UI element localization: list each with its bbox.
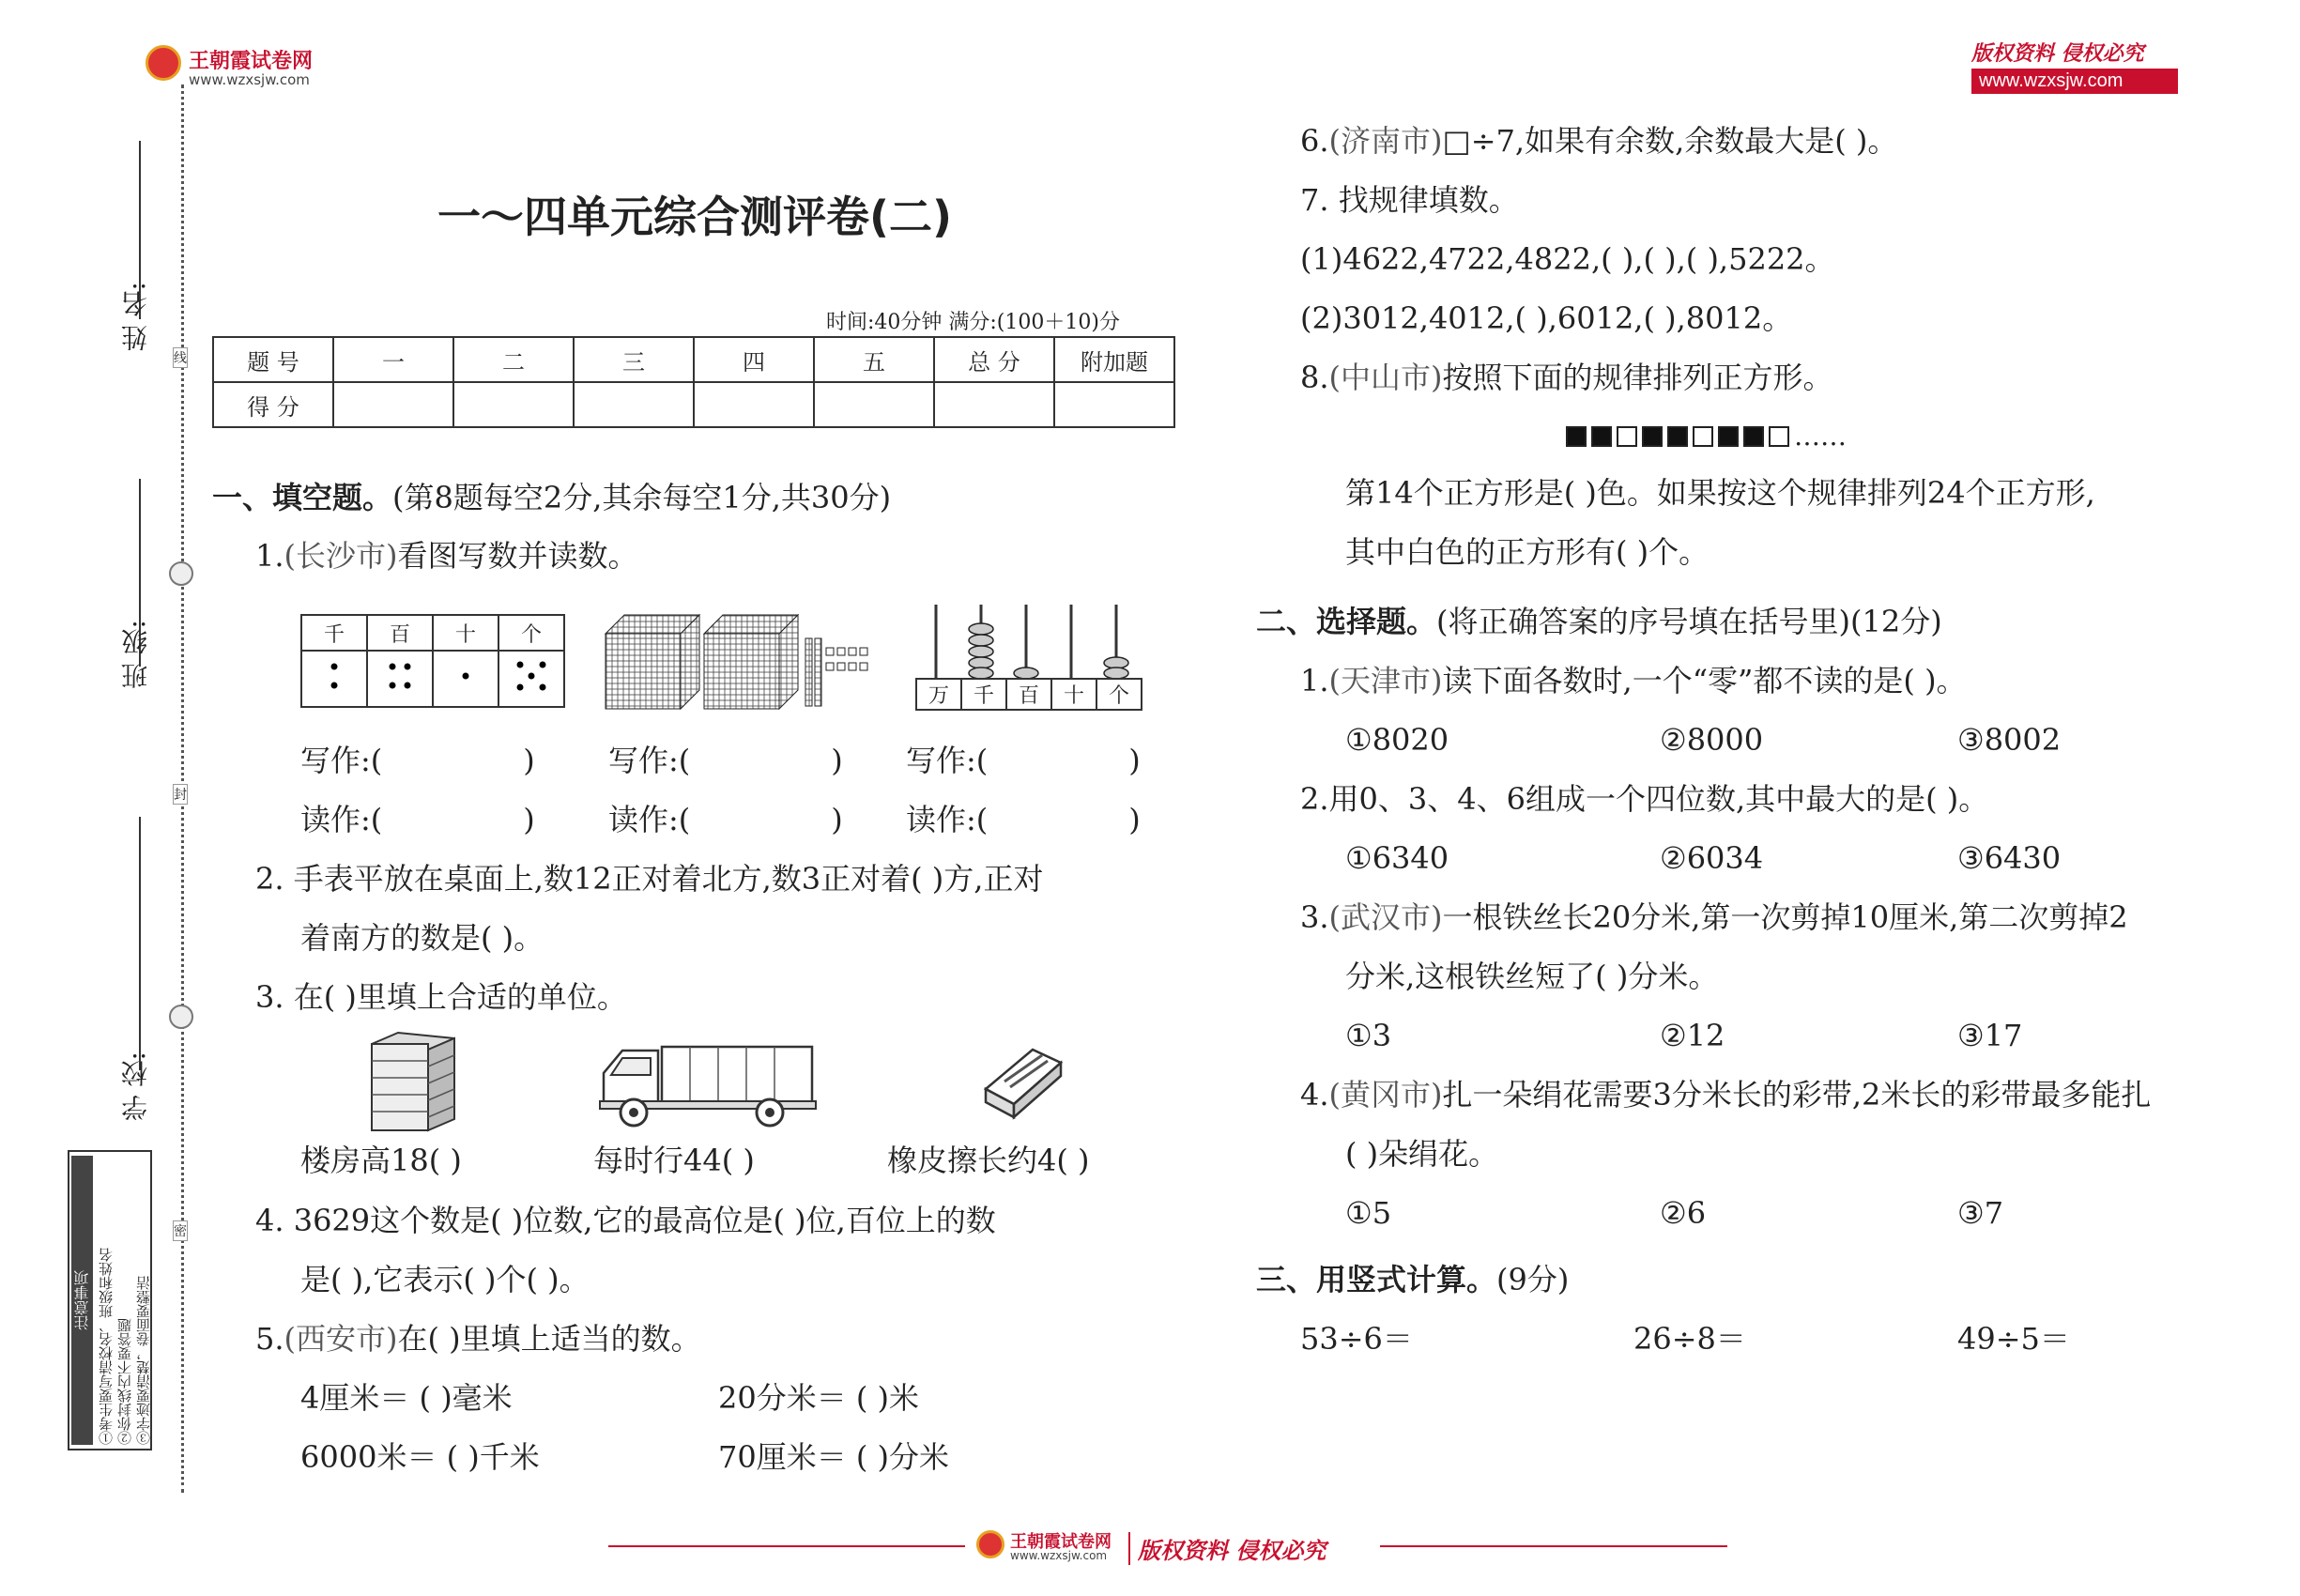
section2-note: (将正确答案的序号填在括号里)(12分) — [1436, 604, 1942, 639]
q2-line1: 2. 手表平放在桌面上,数12正对着北方,数3正对着( )方,正对 — [255, 861, 1044, 897]
s2-q4-option[interactable]: ③7 — [1957, 1195, 2004, 1231]
unit-cube — [837, 648, 845, 655]
q6-line — [1300, 122, 1897, 160]
s2-q1-option[interactable]: ②8000 — [1660, 722, 1764, 758]
q6-source: (济南市) — [1328, 123, 1443, 159]
q3-text: 3. 在( )里填上合适的单位。 — [255, 979, 627, 1015]
footer-logo-badge-icon — [976, 1530, 1004, 1558]
score-cell[interactable] — [1054, 382, 1174, 427]
score-header-row — [213, 337, 1174, 382]
notice-item: ③字迹要清楚，卷面要整洁 — [135, 1276, 152, 1445]
s2-q2-option[interactable]: ②6034 — [1660, 840, 1764, 876]
score-header-cell: 一 — [333, 337, 453, 382]
pv-header: 百 — [367, 615, 433, 651]
q6-text: □÷7,如果有余数,余数最大是( )。 — [1442, 123, 1898, 159]
q1-write-answer[interactable]: 写作:( ) — [608, 743, 843, 778]
unit-cube — [826, 648, 834, 655]
footer-rule-right — [1380, 1545, 1727, 1547]
s3-item: 26÷8＝ — [1633, 1321, 1746, 1357]
q8-line1: 第14个正方形是( )色。如果按这个规律排列24个正方形, — [1345, 475, 2095, 511]
unit-cube — [849, 648, 856, 655]
footer-logo-name: 王朝霞试卷网 — [1010, 1532, 1112, 1552]
s2-q1-option[interactable]: ①8020 — [1345, 722, 1449, 758]
s2-q2-option[interactable]: ③6430 — [1957, 840, 2062, 876]
score-header-cell: 总 分 — [934, 337, 1054, 382]
place-value-chart — [300, 614, 565, 708]
abacus-label: 百 — [1007, 680, 1052, 709]
s2-q4-option[interactable]: ②6 — [1660, 1195, 1707, 1231]
cut-mark: 线 — [173, 347, 188, 368]
score-value-row — [213, 382, 1174, 427]
q5-item: 20分米＝ ( )米 — [718, 1380, 920, 1416]
score-table — [212, 336, 1175, 428]
unit-cube — [860, 663, 867, 670]
q7-text: 7. 找规律填数。 — [1300, 182, 1519, 218]
section3-note: (9分) — [1496, 1262, 1570, 1297]
scissors-icon — [169, 561, 193, 586]
q1-write-answer[interactable]: 写作:( ) — [906, 743, 1141, 778]
black-square — [1591, 426, 1612, 447]
abacus-label: 十 — [1052, 680, 1097, 709]
q3-item: 每时行44( ) — [593, 1143, 755, 1178]
white-square — [1769, 426, 1789, 447]
s2-q3-option[interactable]: ①3 — [1345, 1018, 1392, 1053]
q8-num: 8. — [1300, 360, 1329, 395]
thousand-cube — [704, 615, 798, 709]
score-header-cell: 题 号 — [213, 337, 333, 382]
base-ten-blocks-illustration — [601, 610, 882, 714]
q5-item: 6000米＝ ( )千米 — [300, 1439, 540, 1475]
s2-q3-line: 3.(武汉市)一根铁丝长20分米,第一次剪掉10厘米,第二次剪掉2 — [1300, 899, 2128, 935]
notice-item: ①考生要写清校名、班级和姓名 — [98, 1248, 115, 1445]
section1-heading — [212, 479, 891, 516]
cut-mark: 密 — [173, 1220, 188, 1241]
copyright-text: 版权资料 侵权必究 — [1971, 41, 2144, 66]
q2-line2: 着南方的数是( )。 — [300, 920, 544, 956]
q1-num: 1. — [255, 538, 284, 574]
abacus-label: 个 — [1108, 684, 1129, 708]
q1-read-answer[interactable]: 读作:( ) — [608, 802, 843, 837]
black-square — [1667, 426, 1688, 447]
footer-logo — [976, 1528, 1371, 1566]
q5-text: 在( )里填上适当的数。 — [397, 1321, 701, 1357]
ten-rod — [815, 638, 821, 706]
s3-item: 49÷5＝ — [1957, 1321, 2070, 1357]
s2-q4-option[interactable]: ①5 — [1345, 1195, 1392, 1231]
s3-item: 53÷6＝ — [1300, 1321, 1413, 1357]
eraser-icon — [976, 1042, 1070, 1127]
q5-item: 4厘米＝ ( )毫米 — [300, 1380, 513, 1416]
q1-source: (长沙市) — [284, 538, 398, 574]
logo-badge-icon — [146, 45, 181, 81]
q1-write-answer[interactable]: 写作:( ) — [300, 743, 535, 778]
abacus-label: 千 — [962, 680, 1007, 709]
unit-cube — [826, 663, 834, 670]
q8-line2: 其中白色的正方形有( )个。 — [1345, 534, 1710, 570]
abacus — [915, 601, 1141, 714]
q1-text: 看图写数并读数。 — [397, 538, 638, 574]
footer-logo-url: www.wzxsjw.com — [1010, 1549, 1108, 1562]
square-pattern — [1566, 421, 1847, 452]
section2-title: 二、选择题。 — [1256, 604, 1437, 639]
score-header-cell: 三 — [574, 337, 694, 382]
white-square — [1617, 426, 1637, 447]
black-square — [1718, 426, 1739, 447]
abacus-rods — [915, 601, 1141, 678]
ten-rod — [805, 638, 812, 706]
score-cell[interactable] — [333, 382, 453, 427]
pv-header: 十 — [433, 615, 498, 651]
q6-num: 6. — [1300, 123, 1329, 159]
section2-heading — [1256, 603, 1942, 640]
score-header-cell: 附加题 — [1054, 337, 1174, 382]
s2-q3-line2: 分米,这根铁丝短了( )分米。 — [1345, 959, 1719, 994]
thousand-cube — [606, 615, 699, 709]
q5-num: 5. — [255, 1321, 284, 1357]
s2-q1-line: 1.(天津市)读下面各数时,一个“零”都不读的是( )。 — [1300, 663, 1967, 698]
notice-box — [68, 1150, 152, 1450]
q8-line — [1300, 359, 1833, 396]
s2-q3-option[interactable]: ③17 — [1957, 1018, 2023, 1053]
building-icon — [366, 1031, 460, 1132]
pv-header: 个 — [498, 615, 564, 651]
pv-dots — [433, 651, 498, 707]
unit-cube — [849, 663, 856, 670]
score-header-cell: 五 — [814, 337, 934, 382]
s2-q2-line: 2.用0、3、4、6组成一个四位数,其中最大的是( )。 — [1300, 781, 1989, 817]
q8-source: (中山市) — [1328, 360, 1443, 395]
s2-q3-option[interactable]: ②12 — [1660, 1018, 1725, 1053]
q8-text: 按照下面的规律排列正方形。 — [1442, 360, 1833, 395]
copyright-block — [1971, 38, 2178, 94]
q1-read-answer[interactable]: 读作:( ) — [300, 802, 535, 837]
section1-title: 一、填空题。 — [212, 480, 393, 515]
class-label: 班 级: — [120, 620, 151, 690]
q5-line — [255, 1320, 701, 1358]
page-title: 一～四单元综合测评卷(二) — [437, 192, 953, 242]
abacus-label: 万 — [917, 680, 962, 709]
s2-q1-option[interactable]: ③8002 — [1957, 722, 2062, 758]
notice-title: 注意事项 — [71, 1156, 93, 1445]
q7-line2: (2)3012,4012,( ),6012,( ),8012。 — [1300, 300, 1793, 336]
black-square — [1566, 426, 1587, 447]
q5-item: 70厘米＝ ( )分米 — [718, 1439, 950, 1475]
q3-item: 橡皮擦长约4( ) — [887, 1143, 1090, 1178]
pv-dots — [498, 651, 564, 707]
pattern-ellipsis: …… — [1794, 421, 1847, 452]
pv-dots — [367, 651, 433, 707]
unit-cube — [837, 663, 845, 670]
score-cell[interactable] — [453, 382, 574, 427]
name-label: 姓 名: — [120, 282, 151, 352]
pv-dots — [301, 651, 367, 707]
score-header-cell: 二 — [453, 337, 574, 382]
scissors-icon — [169, 1005, 193, 1029]
pv-header: 千 — [301, 615, 367, 651]
section3-heading — [1256, 1261, 1569, 1298]
white-square — [1693, 426, 1713, 447]
black-square — [1743, 426, 1764, 447]
unit-cube — [860, 648, 867, 655]
q4-line1: 4. 3629这个数是( )位数,它的最高位是( )位,百位上的数 — [255, 1203, 996, 1238]
s2-q2-option[interactable]: ①6340 — [1345, 840, 1449, 876]
school-label: 学 校: — [120, 1051, 151, 1122]
section1-note: (第8题每空2分,其余每空1分,共30分) — [392, 480, 892, 515]
truck-icon — [596, 1037, 821, 1131]
logo-name: 王朝霞试卷网 — [189, 50, 314, 73]
q1-line — [255, 537, 638, 575]
s2-q4-line: 4.(黄冈市)扎一朵绢花需要3分米长的彩带,2米长的彩带最多能扎 — [1300, 1077, 2152, 1113]
score-row-label: 得 分 — [213, 382, 333, 427]
q7-line1: (1)4622,4722,4822,( ),( ),( ),5222。 — [1300, 241, 1835, 277]
footer-copyright: 版权资料 侵权必究 — [1128, 1532, 1326, 1565]
copyright-url: www.wzxsjw.com — [1971, 69, 2178, 94]
black-square — [1642, 426, 1663, 447]
footer-rule-left — [608, 1545, 965, 1547]
time-info: 时间:40分钟 满分:(100＋10)分 — [826, 311, 1120, 334]
q5-source: (西安市) — [284, 1321, 398, 1357]
score-cell[interactable] — [814, 382, 934, 427]
score-cell[interactable] — [694, 382, 814, 427]
q1-read-answer[interactable]: 读作:( ) — [906, 802, 1141, 837]
score-cell[interactable] — [574, 382, 694, 427]
s2-q4-line2: ( )朵绢花。 — [1345, 1136, 1499, 1172]
q4-line2: 是( ),它表示( )个( )。 — [300, 1262, 590, 1297]
abacus-labels — [915, 678, 1142, 711]
q3-item: 楼房高18( ) — [300, 1143, 462, 1178]
section3-title: 三、用竖式计算。 — [1256, 1262, 1497, 1297]
logo-url: www.wzxsjw.com — [189, 71, 310, 88]
cut-mark: 封 — [173, 784, 188, 805]
notice-item: ②你封线内不要答题 — [116, 1318, 133, 1445]
score-header-cell: 四 — [694, 337, 814, 382]
school-underline — [139, 817, 141, 1070]
score-cell[interactable] — [934, 382, 1054, 427]
